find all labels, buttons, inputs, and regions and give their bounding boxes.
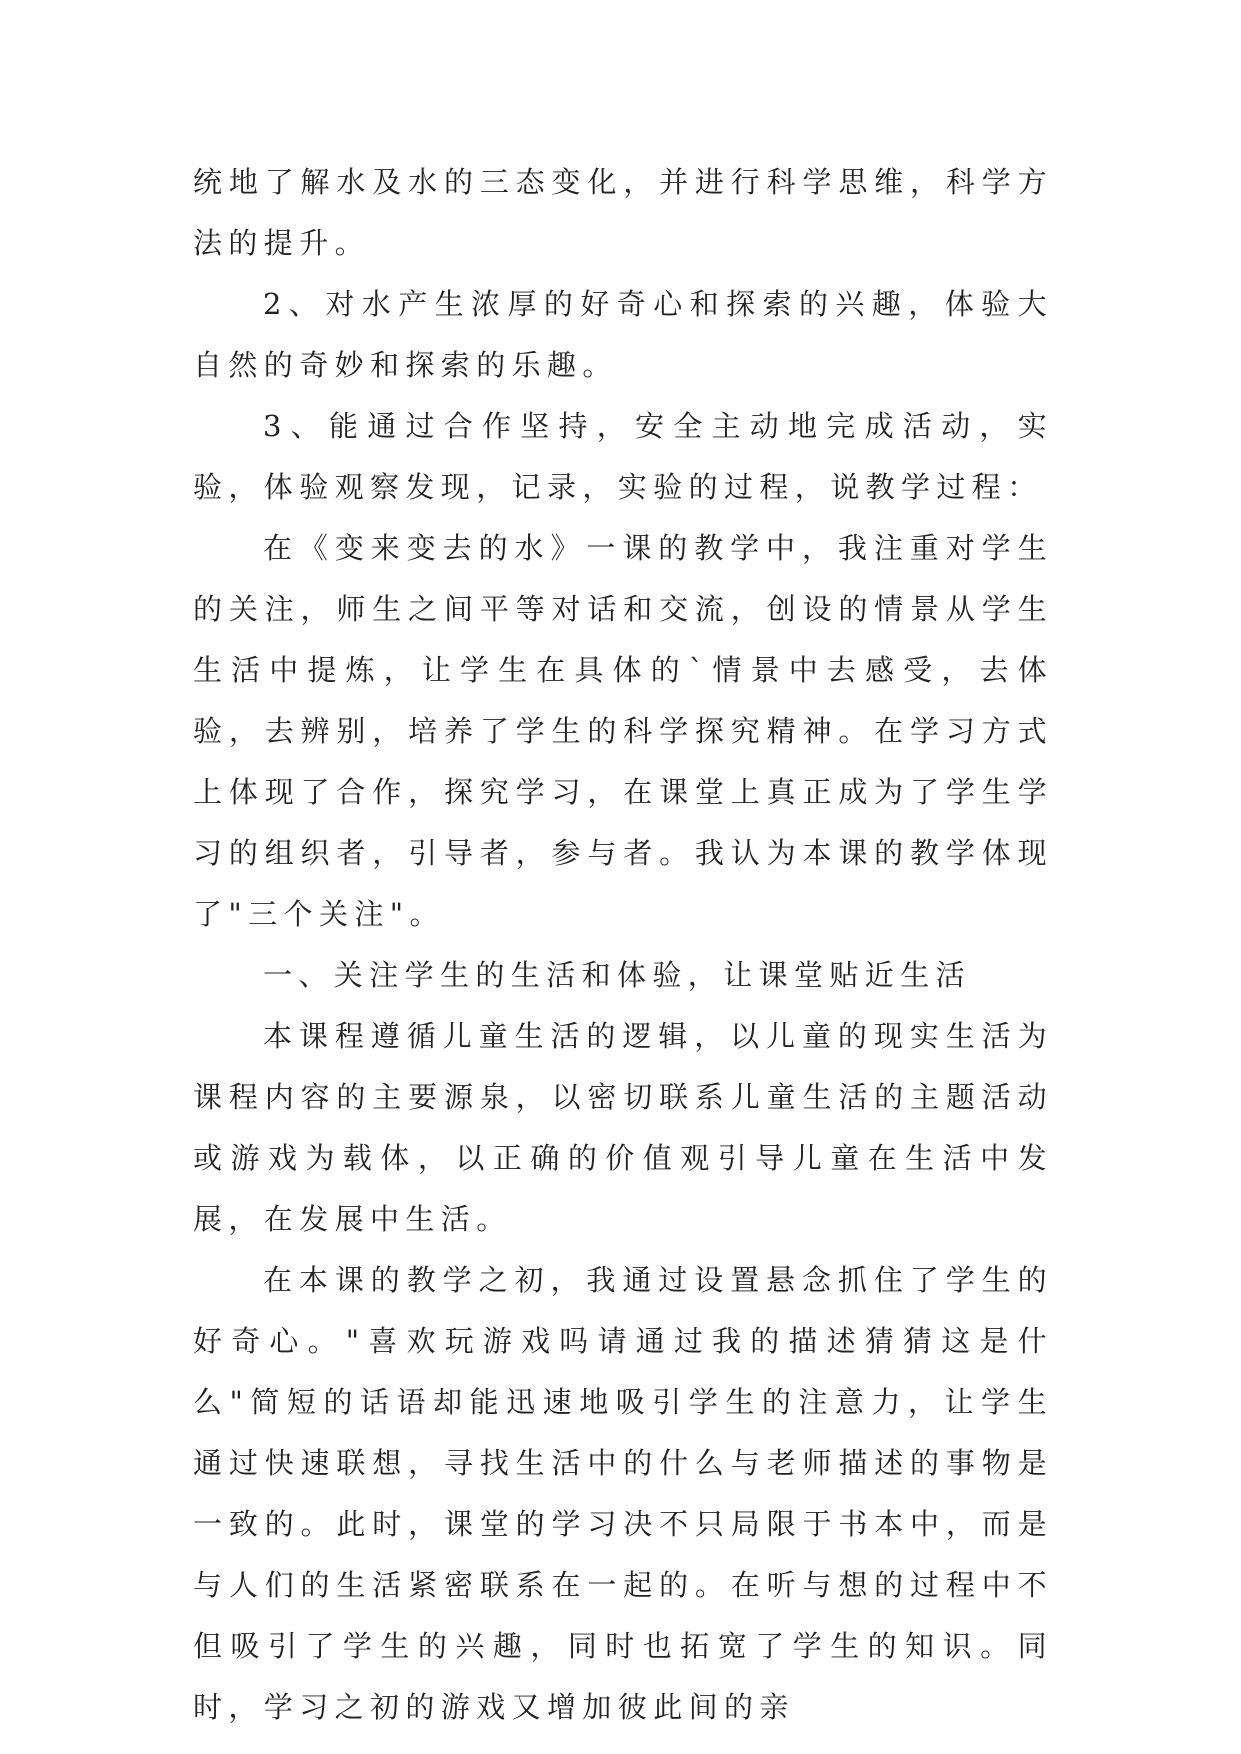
paragraph-2: 2、对水产生浓厚的好奇心和探索的兴趣，体验大自然的奇妙和探索的乐趣。 [193,287,1053,382]
paragraph-3: 3、能通过合作坚持，安全主动地完成活动，实验，体验观察发现，记录，实验的过程，说教学过程： [193,409,1053,504]
paragraph-4: 在《变来变去的水》一课的教学中，我注重对学生的关注，师生之间平等对话和交流，创设的情景从学生生活中提炼，让学生在具体的`情景中去感受，去体验，去辨别，培养了学生的科学探究精神。在学习方式上体现了合作，探究学习，在课堂上真正成为了学生学习的组织者，引导者，参与者。我认为本课的教学体现了"三个关注"。 [193,531,1053,931]
paragraph-1: 统地了解水及水的三态变化，并进行科学思维，科学方法的提升。 [193,165,1053,260]
section-heading: 一、关注学生的生活和体验，让课堂贴近生活 [263,958,972,992]
document-body [193,152,1053,1738]
paragraph-6: 本课程遵循儿童生活的逻辑，以儿童的现实生活为课程内容的主要源泉，以密切联系儿童生活的主题活动或游戏为载体，以正确的价值观引导儿童在生活中发展，在发展中生活。 [193,1019,1053,1236]
paragraph-7: 在本课的教学之初，我通过设置悬念抓住了学生的好奇心。"喜欢玩游戏吗请通过我的描述猜猜这是什么"简短的话语却能迅速地吸引学生的注意力，让学生通过快速联想，寻找生活中的什么与老师描述的事物是一致的。此时，课堂的学习决不只局限于书本中，而是与人们的生活紧密联系在一起的。在听与想的过程中不但吸引了学生的兴趣，同时也拓宽了学生的知识。同时，学习之初的游戏又增加彼此间的亲 [193,1263,1053,1724]
